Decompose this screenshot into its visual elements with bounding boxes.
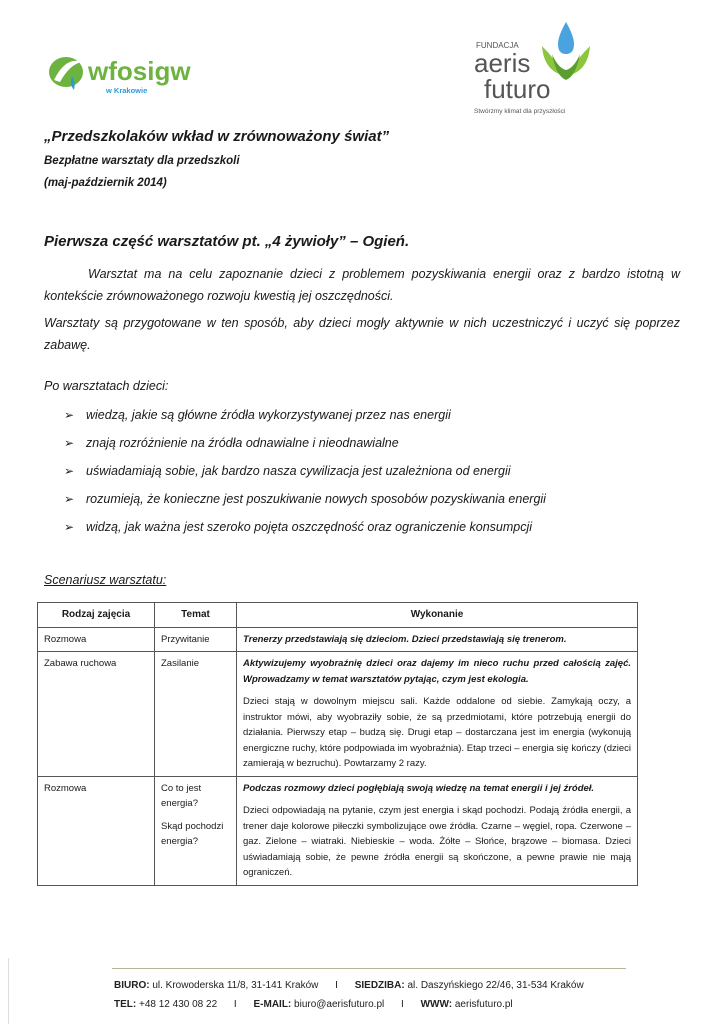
- aeris-futuro-logo: [470, 18, 610, 118]
- arrow-bullet-icon: ➢: [64, 436, 75, 450]
- activity-execution: [237, 776, 638, 885]
- activity-topic: Zasilanie: [155, 652, 237, 777]
- footer-www-label: WWW:: [420, 999, 453, 1010]
- footer-biuro-label: BIURO:: [114, 980, 150, 991]
- list-item-text: uświadamiają sobie, jak bardzo nasza cywilizacja jest uzależniona od energii: [86, 464, 511, 478]
- footer-siedziba-value: al. Daszyńskiego 22/46, 31-534 Kraków: [407, 980, 584, 991]
- document-title: „Przedszkolaków wkład w zrównoważony świat”: [44, 128, 390, 145]
- footer-address-line: [114, 980, 584, 991]
- futuro-name-text: futuro: [484, 74, 551, 104]
- activity-type: Zabawa ruchowa: [38, 652, 155, 777]
- list-item-text: rozumieją, że konieczne jest poszukiwanie nowych sposobów pozyskiwania energii: [86, 492, 546, 506]
- activity-type: Rozmowa: [38, 627, 155, 652]
- footer-www-link[interactable]: aerisfuturo.pl: [454, 999, 513, 1010]
- arrow-bullet-icon: ➢: [64, 520, 75, 534]
- wfosigw-logo-text: wfosigw: [88, 56, 191, 86]
- scenario-table: [37, 602, 638, 886]
- aeris-name-text: aeris: [474, 48, 531, 78]
- table-row: [38, 652, 638, 777]
- list-item: [64, 432, 546, 460]
- footer-biuro-value: ul. Krowoderska 11/8, 31-141 Kraków: [152, 980, 319, 991]
- wfosigw-logo: [44, 50, 204, 100]
- activity-lead: Aktywizujemy wyobraźnię dzieci oraz dajemy im nieco ruchu przed całością zajęć. Wprowadzamy w temat warsztatów pytając, czym jest ekologia.: [243, 658, 631, 685]
- activity-execution: [237, 652, 638, 777]
- column-header-type: Rodzaj zajęcia: [38, 603, 155, 628]
- arrow-bullet-icon: ➢: [64, 492, 75, 506]
- activity-description: Dzieci stają w dowolnym miejscu sali. Każde oddalone od siebie. Zamykają oczy, a instruktor mówi, aby wyobraziły sobie, że są przedmiotami, które potrzebują energii do działania. Pierwszy etap – budzą się. Drugi etap – dostarczana jest im energia (wykonują energiczne ruchy, które podpowiada im wyobraźnia). Etap trzeci – energia się kończy (dzieci zamierają w bezruchu). Powtarzamy 2 razy.: [243, 696, 631, 769]
- intro-paragraph-1: Warsztat ma na celu zapoznanie dzieci z problemem pozyskiwania energii oraz z bardzo istotną w kontekście zrównoważonego rozwoju kwestią jej oszczędności.: [44, 267, 680, 303]
- activity-description: Dzieci odpowiadają na pytanie, czym jest energia i skąd pochodzi. Podają źródła energii, a trener daje kolorowe piłeczki symbolizujące owe źródła. Czarne – węgiel, ropa. Czerwone – gaz. Zielone – wiatraki. Niebieskie – woda. Żółte – Słońce, brązowe – biomasa. Dzieci uświadamiają sobie, że pewne źródła energii są skończone, a pewne prawie nie mają ograniczeń.: [243, 805, 631, 878]
- activity-lead: Trenerzy przedstawiają się dzieciom. Dzieci przedstawiają się trenerom.: [243, 633, 567, 645]
- arrow-bullet-icon: ➢: [64, 464, 75, 478]
- list-item-text: znają rozróżnienie na źródła odnawialne i nieodnawialne: [86, 436, 399, 450]
- intro-paragraph-2: Warsztaty są przygotowane w ten sposób, aby dzieci mogły aktywnie w nich uczestniczyć i uczyć się poprzez zabawę.: [44, 316, 680, 352]
- activity-type: Rozmowa: [38, 776, 155, 885]
- outcomes-list: [64, 404, 546, 544]
- table-header-row: [38, 603, 638, 628]
- footer-email-label: E-MAIL:: [253, 999, 292, 1010]
- column-header-execution: Wykonanie: [237, 603, 638, 628]
- footer-separator: I: [233, 999, 237, 1010]
- footer-siedziba-label: SIEDZIBA:: [354, 980, 405, 991]
- footer-email-link[interactable]: biuro@aerisfuturo.pl: [294, 999, 385, 1010]
- scenario-label: Scenariusz warsztatu:: [44, 573, 167, 587]
- footer-separator: I: [335, 980, 338, 991]
- list-item: [64, 488, 546, 516]
- aeris-tagline: Stwórzmy klimat dla przyszłości: [474, 108, 566, 115]
- document-dates: (maj-październik 2014): [44, 177, 167, 189]
- column-header-topic: Temat: [155, 603, 237, 628]
- list-item-text: widzą, jak ważna jest szeroko pojęta oszczędność oraz ograniczenie konsumpcji: [86, 520, 533, 534]
- section-heading: Pierwsza część warsztatów pt. „4 żywioły” – Ogień.: [44, 233, 410, 250]
- table-row: [38, 776, 638, 885]
- footer-contact-line: [114, 999, 513, 1010]
- activity-topic: Przywitanie: [155, 627, 237, 652]
- activity-execution: [237, 627, 638, 652]
- wfosigw-logo-subtext: w Krakowie: [106, 86, 148, 95]
- aeris-fundacja-text: FUNDACJA: [476, 41, 519, 50]
- activity-topic: Co to jest energia?: [161, 782, 202, 809]
- list-item: [64, 460, 546, 488]
- footer-tel-label: TEL:: [114, 999, 137, 1010]
- footer-divider: [112, 968, 626, 969]
- activity-lead: Podczas rozmowy dzieci pogłębiają swoją wiedzę na temat energii i jej źródeł.: [243, 782, 595, 794]
- margin-line: [8, 958, 9, 1024]
- outcomes-label: Po warsztatach dzieci:: [44, 379, 169, 393]
- activity-topic-extra: Skąd pochodzi energia?: [161, 820, 224, 847]
- aeris-futuro-logo-graphic: [470, 18, 610, 118]
- table-row: [38, 627, 638, 652]
- list-item-text: wiedzą, jakie są główne źródła wykorzystywanej przez nas energii: [86, 408, 451, 422]
- list-item: [64, 404, 546, 432]
- footer-tel-value: +48 12 430 08 22: [139, 999, 218, 1010]
- document-subtitle: Bezpłatne warsztaty dla przedszkoli: [44, 155, 240, 167]
- arrow-bullet-icon: ➢: [64, 408, 75, 422]
- footer-separator: I: [401, 999, 404, 1010]
- activity-topic-cell: [155, 776, 237, 885]
- wfosigw-logo-graphic: [44, 50, 204, 100]
- list-item: [64, 516, 546, 544]
